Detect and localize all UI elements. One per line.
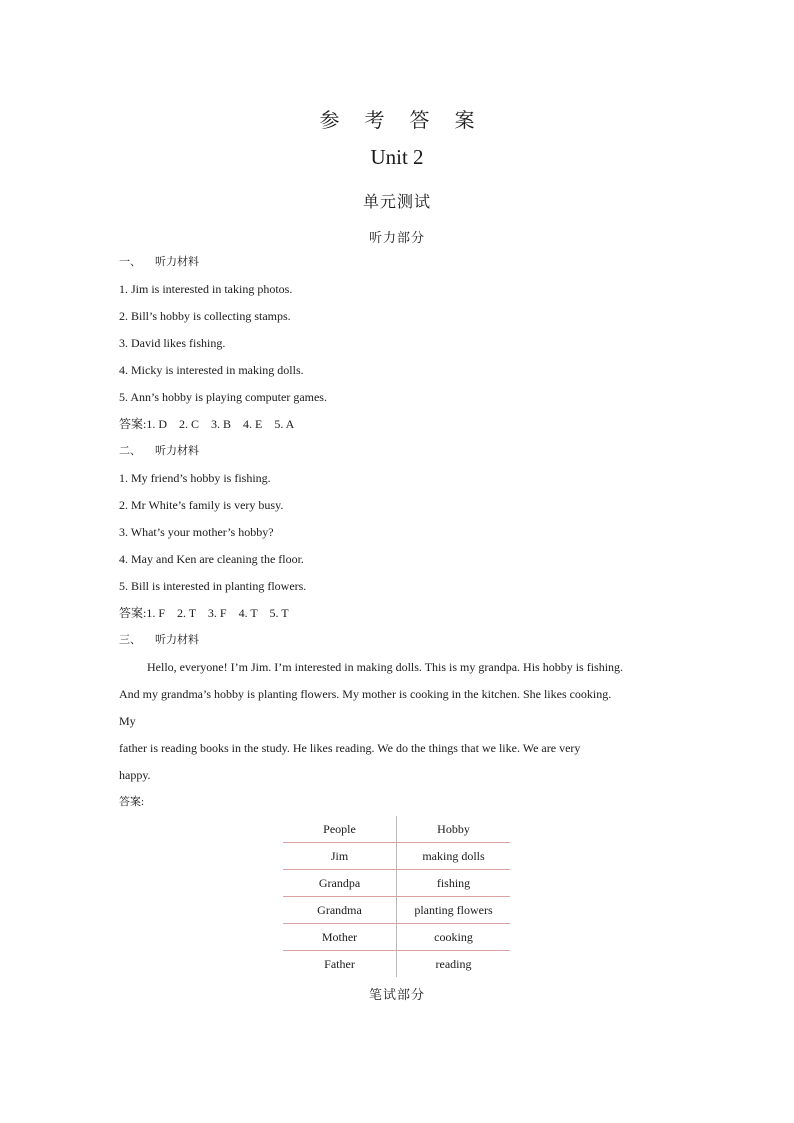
section-2-heading [119, 443, 199, 459]
section-1-number: 一、 [119, 256, 141, 268]
part-title: 听力部分 [368, 230, 425, 245]
answer-table [283, 816, 510, 977]
section-2-label: 听力材料 [155, 445, 199, 457]
list-item: 1. Jim is interested in taking photos. [119, 282, 293, 296]
section-title: 单元测试 [362, 194, 431, 211]
paragraph-line: And my grandma’s hobby is planting flowers. My mother is cooking in the kitchen. She likes cooking. [119, 687, 612, 701]
list-item: 5. Ann’s hobby is playing computer games. [119, 390, 327, 404]
section-3-number: 三、 [119, 634, 141, 646]
section-1-heading [119, 254, 199, 270]
section-3-label: 听力材料 [155, 634, 199, 646]
list-item: 4. Micky is interested in making dolls. [119, 363, 304, 377]
table-cell: reading [435, 956, 472, 971]
paragraph-line: happy. [119, 768, 151, 782]
page-title: 参 考 答 案 [319, 110, 485, 132]
table-header-row [283, 816, 510, 843]
table-cell: Mother [283, 924, 397, 951]
table-row [283, 924, 510, 951]
section-2-answer: 答案:1. F 2. T 3. F 4. T 5. T [119, 606, 289, 620]
list-item: 2. Bill’s hobby is collecting stamps. [119, 309, 291, 323]
list-item: 1. My friend’s hobby is fishing. [119, 471, 271, 485]
column-header-people: People [283, 816, 397, 843]
list-item: 3. What’s your mother’s hobby? [119, 525, 274, 539]
table-cell: Grandpa [283, 870, 397, 897]
table-row [283, 951, 510, 978]
paragraph-line: father is reading books in the study. He likes reading. We do the things that we like. We are very [119, 741, 581, 755]
paragraph-line: Hello, everyone! I’m Jim. I’m interested in making dolls. This is my grandpa. His hobby is fishing. [147, 660, 624, 674]
table-cell: Jim [283, 843, 397, 870]
column-header-hobby: Hobby [397, 816, 511, 843]
list-item: 5. Bill is interested in planting flowers. [119, 579, 307, 593]
list-item: 4. May and Ken are cleaning the floor. [119, 552, 304, 566]
section-3-answer-label: 答案: [119, 796, 145, 808]
section-2-number: 二、 [119, 445, 141, 457]
table-cell: making dolls [397, 843, 511, 870]
table-cell: cooking [397, 924, 511, 951]
unit-title: Unit 2 [370, 145, 424, 169]
table-cell: Grandma [283, 897, 397, 924]
table-row [283, 897, 510, 924]
table-row [283, 870, 510, 897]
list-item: 2. Mr White’s family is very busy. [119, 498, 284, 512]
section-3-heading [119, 632, 199, 648]
written-part-title: 笔试部分 [368, 987, 425, 1002]
paragraph-line: My [119, 714, 136, 728]
section-1-label: 听力材料 [155, 256, 199, 268]
section-1-answer: 答案:1. D 2. C 3. B 4. E 5. A [119, 417, 295, 431]
list-item: 3. David likes fishing. [119, 336, 226, 350]
table-cell: Father [283, 951, 397, 978]
table-cell: fishing [397, 870, 511, 897]
table-row [283, 843, 510, 870]
table-cell: planting flowers [397, 897, 511, 924]
